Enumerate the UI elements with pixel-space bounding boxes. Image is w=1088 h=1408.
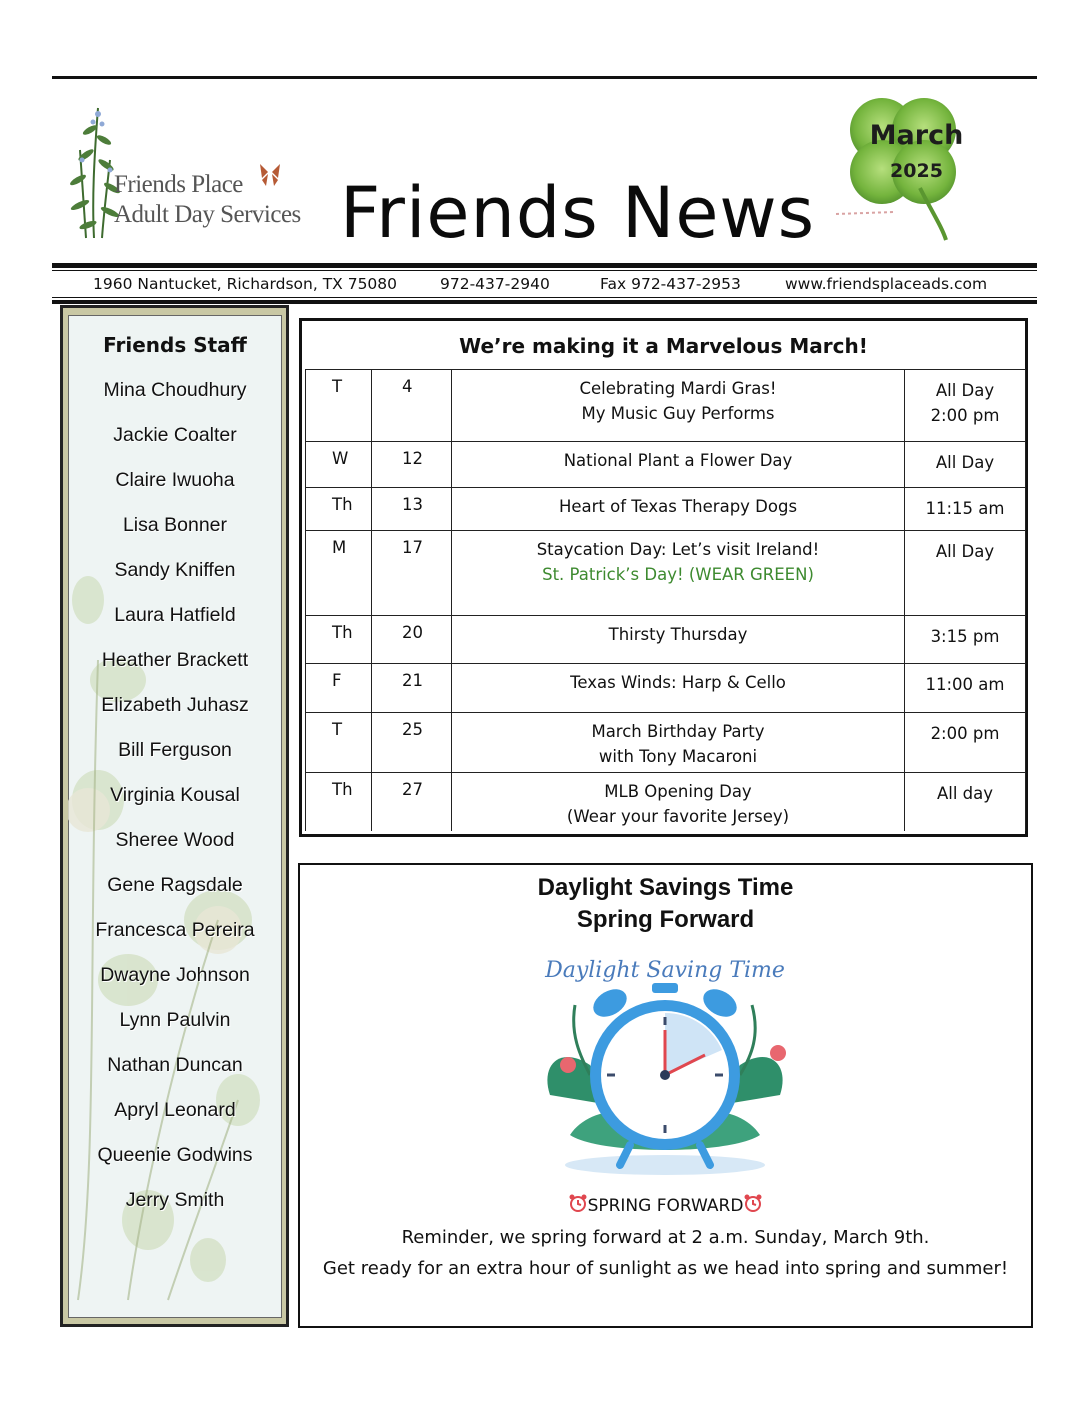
event-day	[306, 442, 372, 488]
event-day	[306, 488, 372, 531]
staff-member: Lisa Bonner	[122, 514, 228, 536]
phone: 972-437-2940	[440, 275, 550, 293]
staff-member: Apryl Leonard	[114, 1099, 236, 1121]
event-description	[452, 773, 905, 831]
alarm-clock-illustration	[530, 945, 800, 1180]
dst-reminder: Reminder, we spring forward at 2 a.m. Sunday, March 9th.	[401, 1227, 930, 1248]
event-day	[306, 713, 372, 773]
event-line: St. Patrick’s Day! (WEAR GREEN)	[542, 565, 814, 584]
event-date-text: 12	[402, 449, 423, 468]
staff-member: Nathan Duncan	[107, 1054, 243, 1076]
contact-band-rule-top	[52, 263, 1037, 268]
staff-list	[68, 376, 282, 1231]
event-date-text: 4	[402, 377, 413, 396]
event-time	[905, 488, 1026, 531]
staff-member: Francesca Pereira	[95, 919, 255, 941]
event-day-text: F	[332, 671, 342, 690]
event-row	[306, 773, 1026, 831]
event-day-text: T	[332, 720, 343, 739]
event-description	[452, 713, 905, 773]
staff-member: Laura Hatfield	[114, 604, 236, 626]
event-row	[306, 370, 1026, 442]
event-day	[306, 616, 372, 664]
event-date	[372, 442, 452, 488]
event-time-line: 11:00 am	[925, 675, 1005, 694]
events-table	[305, 369, 1026, 831]
event-day-text: T	[332, 377, 343, 396]
event-time	[905, 664, 1026, 713]
event-time	[905, 531, 1026, 616]
event-line: Thirsty Thursday	[608, 625, 748, 644]
event-time	[905, 616, 1026, 664]
dst-note: Get ready for an extra hour of sunlight as we head into spring and summer!	[322, 1258, 1009, 1279]
event-line: (Wear your favorite Jersey)	[566, 807, 790, 826]
event-row	[306, 616, 1026, 664]
event-day	[306, 531, 372, 616]
logo-line1: Friends Place	[114, 171, 243, 198]
event-line: National Plant a Flower Day	[563, 451, 793, 470]
event-description	[452, 442, 905, 488]
dst-heading: Daylight Savings Time	[537, 874, 794, 901]
event-description	[452, 531, 905, 616]
staff-member: Sandy Kniffen	[114, 559, 236, 581]
event-description	[452, 616, 905, 664]
event-description	[452, 370, 905, 442]
event-date	[372, 370, 452, 442]
newsletter-title: Friends News	[340, 172, 816, 254]
event-time-line: All Day	[935, 542, 995, 561]
event-description	[452, 488, 905, 531]
event-time-line: All day	[936, 784, 994, 803]
event-date-text: 17	[402, 538, 423, 557]
alarm-clock-icon	[568, 1193, 588, 1213]
event-time	[905, 713, 1026, 773]
event-time	[905, 773, 1026, 831]
event-time	[905, 370, 1026, 442]
staff-member: Gene Ragsdale	[107, 874, 243, 896]
event-line: Texas Winds: Harp & Cello	[570, 673, 786, 692]
event-time-line: 2:00 pm	[930, 724, 1000, 743]
staff-member: Lynn Paulvin	[119, 1009, 231, 1031]
staff-member: Jackie Coalter	[113, 424, 237, 446]
logo-text	[114, 170, 301, 230]
event-day-text: Th	[332, 495, 353, 514]
staff-member: Dwayne Johnson	[100, 964, 250, 986]
alarm-clock-icon	[743, 1193, 763, 1213]
event-date	[372, 713, 452, 773]
event-line: Heart of Texas Therapy Dogs	[558, 497, 798, 516]
event-line: Staycation Day: Let’s visit Ireland!	[536, 540, 820, 559]
event-line: MLB Opening Day	[604, 782, 752, 801]
staff-member: Queenie Godwins	[97, 1144, 253, 1166]
logo-line2: Adult Day Services	[114, 201, 301, 228]
event-date	[372, 664, 452, 713]
event-date	[372, 531, 452, 616]
event-time-line: All Day	[935, 453, 995, 472]
event-line: My Music Guy Performs	[581, 404, 775, 423]
spring-forward-text: SPRING FORWARD	[587, 1196, 744, 1216]
event-day	[306, 664, 372, 713]
event-row	[306, 664, 1026, 713]
event-date-text: 27	[402, 780, 423, 799]
staff-member: Jerry Smith	[125, 1189, 225, 1211]
event-description	[452, 664, 905, 713]
event-date-text: 20	[402, 623, 423, 642]
event-line: March Birthday Party	[591, 722, 765, 741]
event-day	[306, 370, 372, 442]
event-date	[372, 616, 452, 664]
event-day-text: Th	[332, 623, 353, 642]
dst-art-caption: Daylight Saving Time	[545, 958, 785, 983]
event-day-text: W	[332, 449, 349, 468]
event-time-line: 3:15 pm	[930, 627, 1000, 646]
staff-member: Elizabeth Juhasz	[101, 694, 249, 716]
event-line: with Tony Macaroni	[598, 747, 758, 766]
staff-member: Claire Iwuoha	[115, 469, 235, 491]
event-day	[306, 773, 372, 831]
event-row	[306, 442, 1026, 488]
event-day-text: M	[332, 538, 347, 557]
staff-member: Sheree Wood	[115, 829, 235, 851]
staff-heading: Friends Staff	[103, 333, 247, 357]
contact-band-rule-top-thin	[52, 270, 1037, 271]
contact-band-rule-bottom	[52, 300, 1037, 304]
spring-forward-label	[300, 1193, 1031, 1219]
event-time-line: 11:15 am	[925, 499, 1005, 518]
event-time-line: All Day	[935, 381, 995, 400]
contact-band-rule-bottom-thin	[52, 297, 1037, 298]
staff-member: Virginia Kousal	[110, 784, 240, 806]
event-row	[306, 713, 1026, 773]
events-heading: We’re making it a Marvelous March!	[459, 334, 868, 358]
event-time-line: 2:00 pm	[930, 406, 1000, 425]
event-time	[905, 442, 1026, 488]
event-date-text: 13	[402, 495, 423, 514]
dst-subheading: Spring Forward	[576, 906, 755, 933]
event-date	[372, 488, 452, 531]
top-rule	[52, 76, 1037, 79]
event-line: Celebrating Mardi Gras!	[579, 379, 777, 398]
fax: Fax 972-437-2953	[600, 275, 741, 293]
staff-member: Bill Ferguson	[118, 739, 232, 761]
event-row	[306, 531, 1026, 616]
event-date	[372, 773, 452, 831]
staff-member: Heather Brackett	[101, 649, 249, 671]
event-date-text: 25	[402, 720, 423, 739]
event-date-text: 21	[402, 671, 423, 690]
issue-month: March	[869, 120, 964, 151]
event-row	[306, 488, 1026, 531]
website-link[interactable]: www.friendsplaceads.com	[785, 275, 988, 293]
event-day-text: Th	[332, 780, 353, 799]
issue-year: 2025	[890, 160, 943, 182]
address: 1960 Nantucket, Richardson, TX 75080	[93, 275, 398, 293]
contact-band	[52, 272, 1037, 296]
staff-member: Mina Choudhury	[103, 379, 247, 401]
